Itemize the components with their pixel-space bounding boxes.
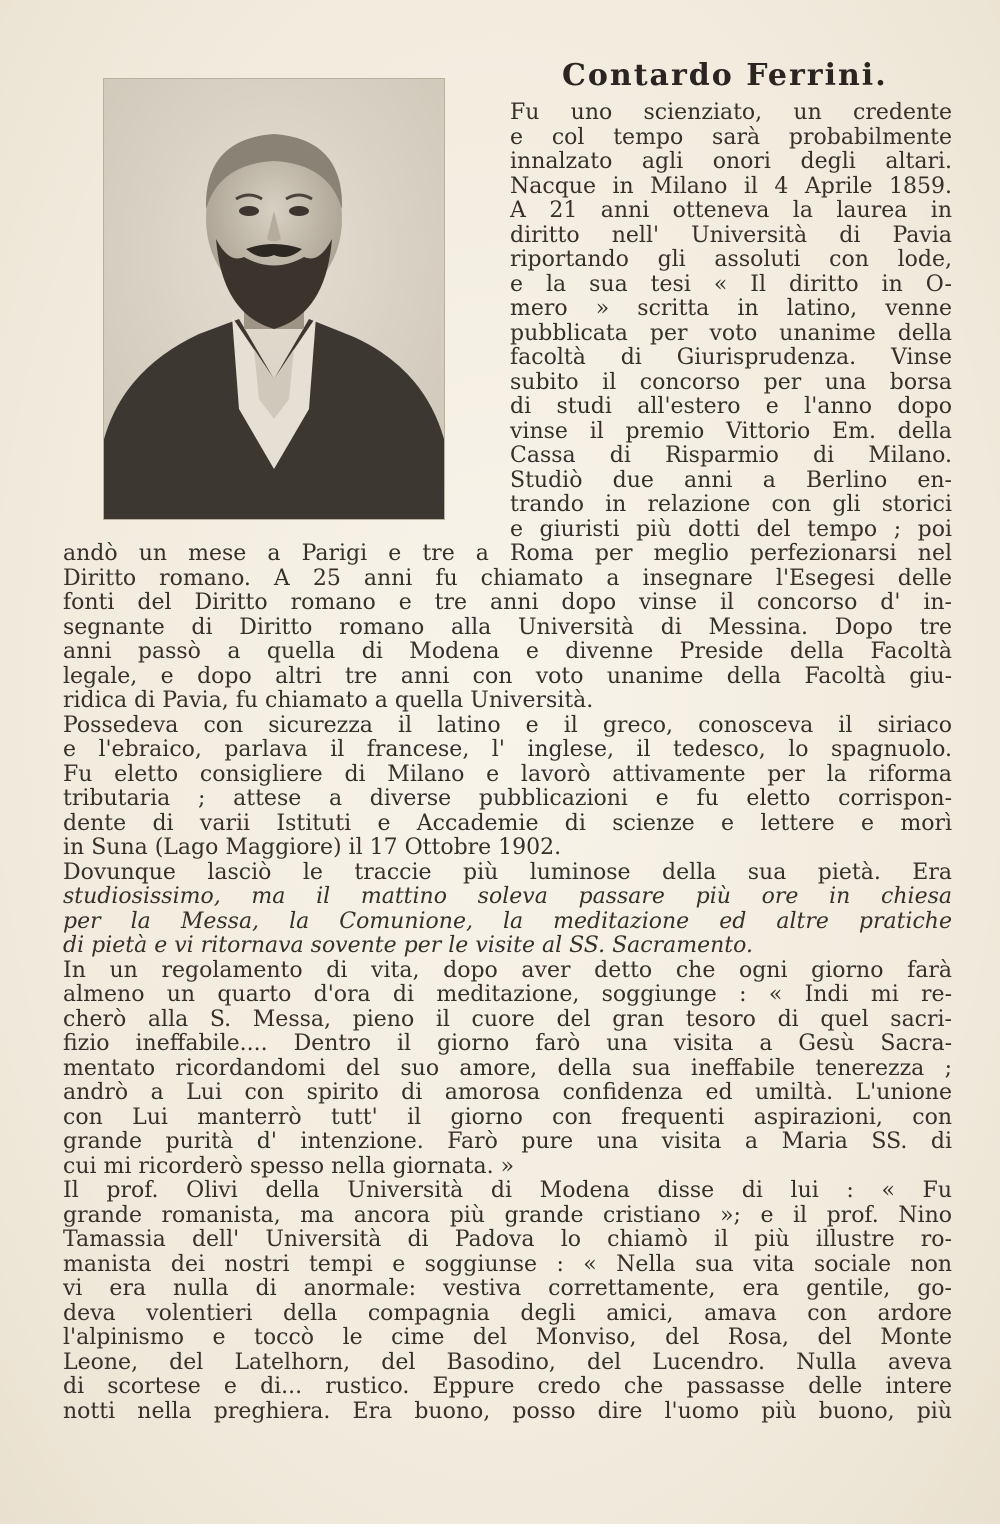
text-line: studiosissimo, ma il mattino soleva passare più ore in chiesa (63, 884, 952, 909)
text-line: fonti del Diritto romano e tre anni dopo vinse il concorso d' in- (63, 590, 952, 615)
text-line: innalzato agli onori degli altari. (510, 149, 952, 174)
text-line: di studi all'estero e l'anno dopo (510, 394, 952, 419)
text-line: legale, e dopo altri tre anni con voto unanime della Facoltà giu- (63, 663, 952, 689)
text-line: riportando gli assoluti con lode, (510, 247, 952, 272)
portrait-photo (103, 78, 445, 520)
text-line: vinse il premio Vittorio Em. della (510, 418, 952, 444)
text-line: pubblicata per voto unanime della (510, 320, 952, 346)
text-line: In un regolamento di vita, dopo aver detto che ogni giorno farà (63, 957, 952, 983)
text-line: e giuristi più dotti del tempo ; poi (510, 516, 952, 542)
text-line: Studiò due anni a Berlino en- (510, 467, 952, 493)
text-line: cui mi ricorderò spesso nella giornata. » (63, 1153, 515, 1179)
text-line: e la sua tesi « Il diritto in O- (510, 271, 952, 297)
text-line: e l'ebraico, parlava il francese, l' inglese, il tedesco, lo spagnuolo. (63, 737, 952, 762)
text-line: in Suna (Lago Maggiore) il 17 Ottobre 1902. (63, 835, 562, 860)
text-line: e col tempo sarà probabilmente (510, 124, 952, 150)
text-line: andrò a Lui con spirito di amorosa confidenza ed umiltà. L'unione (63, 1080, 952, 1105)
text-line: anni passò a quella di Modena e divenne Preside della Facoltà (63, 639, 952, 664)
text-line: A 21 anni otteneva la laurea in (510, 198, 952, 223)
text-line: notti nella preghiera. Era buono, posso dire l'uomo più buono, più (63, 1398, 952, 1424)
text-line: subito il concorso per una borsa (510, 369, 952, 395)
text-line: deva volentieri della compagnia degli amici, amava con ardore (63, 1300, 952, 1326)
article-title: Contardo Ferrini. (562, 58, 888, 93)
text-line: facoltà di Giurisprudenza. Vinse (510, 345, 952, 370)
text-line: grande romanista, ma ancora più grande cristiano »; e il prof. Nino (63, 1202, 952, 1228)
text-line: vi era nulla di anormale: vestiva correttamente, era gentile, go- (63, 1276, 952, 1301)
text-line: manista dei nostri tempi e soggiunse : « Nella sua vita sociale non (63, 1251, 952, 1277)
text-line: l'alpinismo e toccò le cime del Monviso, del Rosa, del Monte (63, 1325, 952, 1350)
text-line: trando in relazione con gli storici (510, 492, 952, 517)
text-line: fizio ineffabile.... Dentro il giorno farò una visita a Gesù Sacra- (63, 1031, 952, 1056)
text-line: Fu uno scienziato, un credente (510, 100, 952, 125)
text-line: mero » scritta in latino, venne (510, 296, 952, 321)
text-line: Nacque in Milano il 4 Aprile 1859. (510, 173, 952, 199)
text-line: andò un mese a Parigi e tre a Roma per meglio perfezionarsi nel (63, 541, 952, 566)
text-line: diritto nell' Università di Pavia (510, 222, 952, 248)
text-line: Tamassia dell' Università di Padova lo chiamò il più illustre ro- (63, 1227, 952, 1252)
text-line: segnante di Diritto romano alla Università di Messina. Dopo tre (63, 614, 952, 640)
text-line: dente di varii Istituti e Accademie di scienze e lettere e morì (63, 810, 952, 836)
text-line: Leone, del Latelhorn, del Basodino, del Lucendro. Nulla aveva (63, 1349, 952, 1375)
text-line: Diritto romano. A 25 anni fu chiamato a insegnare l'Esegesi delle (63, 565, 952, 591)
text-line: almeno un quarto d'ora di meditazione, soggiunge : « Indi mi re- (63, 982, 952, 1007)
text-line: ridica di Pavia, fu chiamato a quella Università. (63, 688, 594, 713)
text-line: Fu eletto consigliere di Milano e lavorò attivamente per la riforma (63, 761, 952, 787)
text-line: Possedeva con sicurezza il latino e il greco, conosceva il siriaco (63, 712, 952, 738)
text-line: di scortese e di... rustico. Eppure credo che passasse delle intere (63, 1374, 952, 1399)
text-line: con Lui manterrò tutt' il giorno con frequenti aspirazioni, con (63, 1104, 952, 1130)
text-line: mentato ricordandomi del suo amore, della sua ineffabile tenerezza ; (63, 1055, 952, 1081)
text-line: di pietà e vi ritornava sovente per le visite al SS. Sacramento. (63, 933, 753, 958)
text-line: cherò alla S. Messa, pieno il cuore del gran tesoro di quel sacri- (63, 1006, 952, 1032)
text-line: tributaria ; attese a diverse pubblicazioni e fu eletto corrispon- (63, 786, 952, 811)
text-line: Dovunque lasciò le traccie più luminose della sua pietà. Era (63, 859, 952, 885)
text-line: Il prof. Olivi della Università di Modena disse di lui : « Fu (63, 1178, 952, 1203)
text-line: grande purità d' intenzione. Farò pure una visita a Maria SS. di (63, 1129, 952, 1154)
text-line: Cassa di Risparmio di Milano. (510, 443, 952, 468)
text-line: per la Messa, la Comunione, la meditazione ed altre pratiche (63, 908, 952, 934)
